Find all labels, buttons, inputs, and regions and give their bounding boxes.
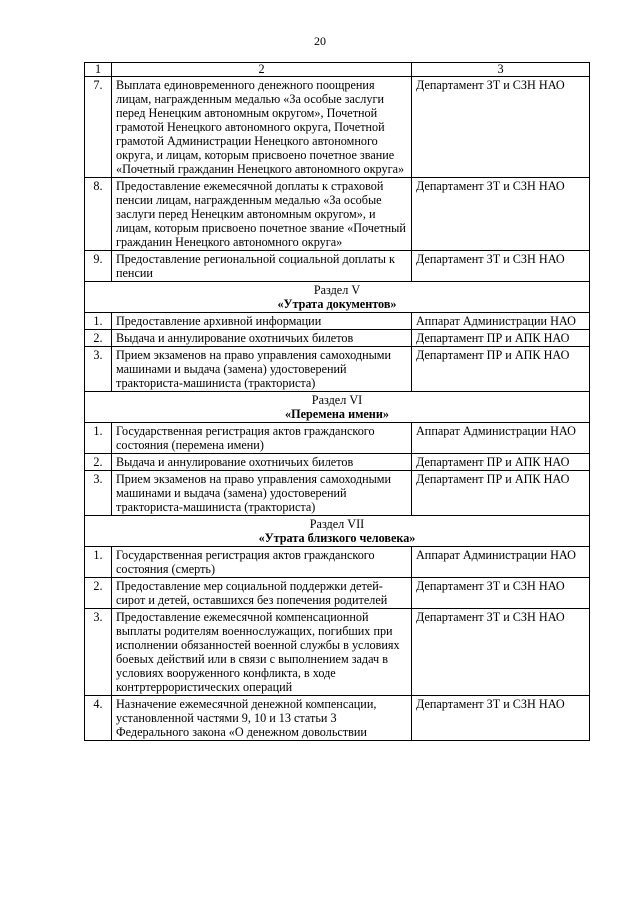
header-cell-department: 3 — [412, 63, 590, 77]
row-number-cell: 8. — [85, 178, 112, 251]
service-name-cell: Прием экзаменов на право управления самоходными машинами и выдача (замена) удостоверений тракториста-машиниста (тракториста) — [112, 471, 412, 516]
service-name-cell: Выдача и аннулирование охотничьих билетов — [112, 330, 412, 347]
service-name-cell: Предоставление ежемесячной доплаты к страховой пенсии лицам, награжденным медалью «За особые заслуги перед Ненецким автономным округом», и лицам, которым присвоено почетное звание «Почетный гражданин Ненецкого автономного округа» — [112, 178, 412, 251]
header-cell-service: 2 — [112, 63, 412, 77]
department-cell: Департамент ЗТ и СЗН НАО — [412, 609, 590, 696]
department-cell: Департамент ПР и АПК НАО — [412, 330, 590, 347]
services-table — [84, 62, 590, 741]
service-name-cell: Государственная регистрация актов гражданского состояния (перемена имени) — [112, 423, 412, 454]
row-number-cell: 2. — [85, 578, 112, 609]
department-cell: Аппарат Администрации НАО — [412, 313, 590, 330]
section-header-cell — [85, 516, 590, 547]
table-row — [85, 471, 590, 516]
row-number-cell: 2. — [85, 454, 112, 471]
table-row — [85, 178, 590, 251]
row-number-cell: 3. — [85, 471, 112, 516]
service-name-cell: Предоставление архивной информации — [112, 313, 412, 330]
department-cell: Департамент ПР и АПК НАО — [412, 347, 590, 392]
section-title: «Утрата документов» — [277, 297, 397, 311]
service-name-cell: Выплата единовременного денежного поощрения лицам, награжденным медалью «За особые заслуги перед Ненецким автономным округом», Почетной грамотой Ненецкого автономного округа, Почетной грамотой Администрации Ненецкого автономного округа, и лицам, которым присвоено почетное звание «Почетный гражданин Ненецкого автономного округа» — [112, 77, 412, 178]
department-cell: Департамент ЗТ и СЗН НАО — [412, 251, 590, 282]
page-number: 20 — [314, 34, 326, 48]
header-cell-number: 1 — [85, 63, 112, 77]
department-cell: Департамент ПР и АПК НАО — [412, 471, 590, 516]
service-name-cell: Прием экзаменов на право управления самоходными машинами и выдача (замена) удостоверений тракториста-машиниста (тракториста) — [112, 347, 412, 392]
table-row — [85, 251, 590, 282]
row-number-cell: 3. — [85, 609, 112, 696]
table-row — [85, 77, 590, 178]
row-number-cell: 2. — [85, 330, 112, 347]
table-row — [85, 578, 590, 609]
department-cell: Департамент ЗТ и СЗН НАО — [412, 696, 590, 741]
section-header-row — [85, 392, 590, 423]
row-number-cell: 1. — [85, 423, 112, 454]
section-title: «Утрата близкого человека» — [258, 531, 416, 545]
service-name-cell: Выдача и аннулирование охотничьих билетов — [112, 454, 412, 471]
section-header-row — [85, 516, 590, 547]
row-number-cell: 9. — [85, 251, 112, 282]
table-row — [85, 454, 590, 471]
row-number-cell: 7. — [85, 77, 112, 178]
section-header-cell — [85, 282, 590, 313]
department-cell: Аппарат Администрации НАО — [412, 547, 590, 578]
section-header-cell — [85, 392, 590, 423]
service-name-cell: Предоставление региональной социальной доплаты к пенсии — [112, 251, 412, 282]
row-number-cell: 4. — [85, 696, 112, 741]
service-name-cell: Государственная регистрация актов гражданского состояния (смерть) — [112, 547, 412, 578]
table-header-row — [85, 63, 590, 77]
service-name-cell: Предоставление мер социальной поддержки детей-сирот и детей, оставшихся без попечения родителей — [112, 578, 412, 609]
section-number: Раздел VI — [311, 393, 363, 407]
department-cell: Департамент ПР и АПК НАО — [412, 454, 590, 471]
section-number: Раздел V — [313, 283, 361, 297]
department-cell: Департамент ЗТ и СЗН НАО — [412, 578, 590, 609]
table-row — [85, 313, 590, 330]
service-name-cell: Предоставление ежемесячной компенсационной выплаты родителям военнослужащих, погибших при исполнении обязанностей военной службы в условиях боевых действий или в связи с выполнением задач в условиях вооруженного конфликта, в ходе контртеррористических операций — [112, 609, 412, 696]
department-cell: Аппарат Администрации НАО — [412, 423, 590, 454]
service-name-cell: Назначение ежемесячной денежной компенсации, установленной частями 9, 10 и 13 статьи 3 Федерального закона «О денежном довольствии — [112, 696, 412, 741]
table-row — [85, 330, 590, 347]
table-row — [85, 423, 590, 454]
row-number-cell: 3. — [85, 347, 112, 392]
table-row — [85, 347, 590, 392]
section-header-row — [85, 282, 590, 313]
row-number-cell: 1. — [85, 313, 112, 330]
table-row — [85, 609, 590, 696]
section-title: «Перемена имени» — [285, 407, 389, 421]
table-row — [85, 547, 590, 578]
department-cell: Департамент ЗТ и СЗН НАО — [412, 178, 590, 251]
department-cell: Департамент ЗТ и СЗН НАО — [412, 77, 590, 178]
section-number: Раздел VII — [309, 517, 365, 531]
table-row — [85, 696, 590, 741]
row-number-cell: 1. — [85, 547, 112, 578]
